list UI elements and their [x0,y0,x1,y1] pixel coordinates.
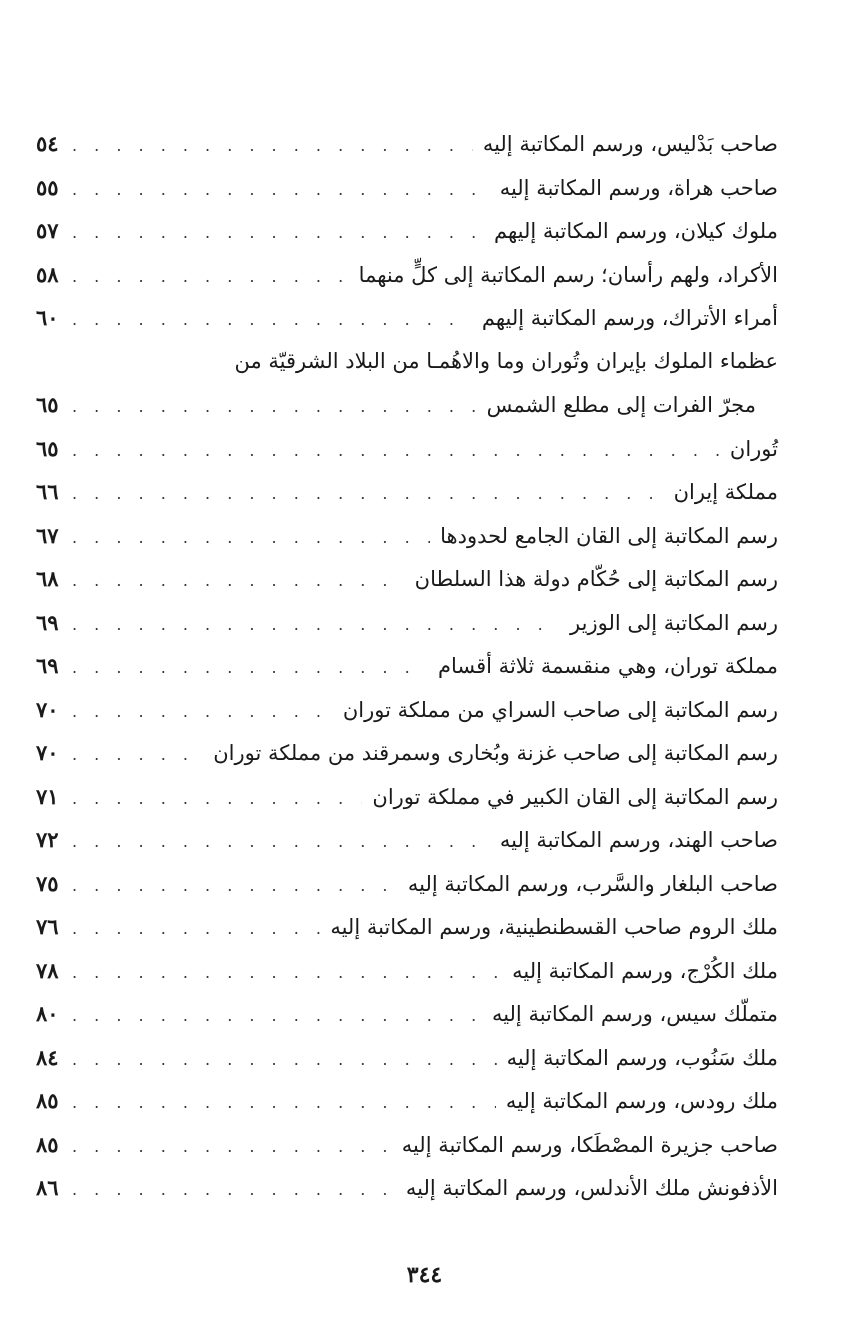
entry-title: رسم المكاتبة إلى الوزير [570,610,778,635]
toc-entry [36,209,778,253]
toc-entry-heading [36,340,778,384]
dot-leader [72,559,405,603]
toc-entry [36,296,778,340]
toc-entry [36,775,778,819]
toc-entry [36,644,778,688]
entry-page-number: ٧٠ [36,696,59,722]
entry-title: رسم المكاتبة إلى حُكّام دولة هذا السلطان [414,567,778,591]
toc-entry [36,514,778,558]
dot-leader [72,951,502,995]
entry-title: ملك سَنُوب، ورسم المكاتبة إليه [506,1045,778,1070]
dot-leader [72,690,333,734]
toc-entry [36,601,778,645]
entry-title: متملّك سيس، ورسم المكاتبة إليه [491,1002,778,1026]
toc-entry [36,905,778,949]
entry-page-number: ٥٥ [36,174,59,200]
entry-page-number: ٦٧ [36,522,59,548]
entry-page-number: ٧٢ [36,827,59,852]
toc-entry [36,818,778,862]
toc-entry [36,383,778,427]
toc-entry [36,731,778,775]
dot-leader [72,1125,392,1169]
entry-page-number: ٨٥ [36,1131,59,1157]
toc-entry [36,253,778,297]
dot-leader [72,907,320,951]
entry-title: صاحب بَدْليس، ورسم المكاتبة إليه [482,132,778,156]
dot-leader [72,211,484,255]
dot-leader [72,864,398,908]
entry-title: عظماء الملوك بإيران وتُوران وما والاهُمـا من البلاد الشرقيّة من [234,348,778,373]
entry-page-number: ٨٥ [36,1088,59,1113]
toc-entry [36,992,778,1036]
entry-page-number: ٨٦ [36,1175,59,1200]
page-number: ٣٤٤ [406,1262,443,1288]
entry-page-number: ٨٠ [36,1001,59,1026]
entry-title: رسم المكاتبة إلى القان الجامع لحدودها [440,523,778,548]
entry-page-number: ٧٨ [36,957,59,983]
entry-title: رسم المكاتبة إلى القان الكبير في مملكة توران [372,784,778,809]
entry-title: صاحب هراة، ورسم المكاتبة إليه [499,175,778,200]
toc-entry [36,949,778,993]
toc-entry [36,688,778,732]
entry-title: رسم المكاتبة إلى صاحب غزنة وبُخارى وسمرقند من مملكة توران [213,741,778,765]
entry-page-number: ٦٨ [36,566,59,591]
dot-leader [72,385,477,429]
dot-leader [72,124,473,168]
entry-title: مملكة إيران [673,480,778,504]
entry-title: مجرّ الفرات إلى مطلع الشمس [486,393,756,417]
toc-entry [36,1079,778,1123]
toc-entry [36,122,778,166]
toc-entry [36,470,778,514]
entry-page-number: ٥٤ [36,131,59,156]
entry-title: ملك الكُرْج، ورسم المكاتبة إليه [512,958,778,983]
entry-page-number: ٦٩ [36,653,59,678]
dot-leader [72,603,560,647]
entry-title: ملك رودس، ورسم المكاتبة إليه [505,1089,778,1113]
dot-leader [72,1168,396,1212]
toc-entry [36,1036,778,1080]
dot-leader [72,733,203,777]
dot-leader [72,1038,497,1082]
entry-title: رسم المكاتبة إلى صاحب السراي من مملكة توران [342,697,778,722]
toc-entry [36,862,778,906]
entry-page-number: ٨٤ [36,1044,59,1070]
entry-title: الأكراد، ولهم رأسان؛ رسم المكاتبة إلى كلٍّ منهما [358,262,778,287]
toc-entry [36,166,778,210]
dot-leader [72,298,472,342]
table-of-contents [36,122,778,1210]
dot-leader [72,516,430,560]
entry-page-number: ٧١ [36,783,59,809]
toc-entry [36,1166,778,1210]
toc-entry [36,1123,778,1167]
dot-leader [72,429,720,473]
entry-page-number: ٧٥ [36,870,59,896]
entry-title: صاحب البلغار والسَّرب، ورسم المكاتبة إليه [407,871,778,896]
toc-entry [36,557,778,601]
entry-page-number: ٧٦ [36,914,59,939]
dot-leader [72,255,349,299]
entry-title: مملكة توران، وهي منقسمة ثلاثة أقسام [438,654,778,678]
toc-entry [36,427,778,471]
dot-leader [72,820,490,864]
entry-title: أمراء الأتراك، ورسم المكاتبة إليهم [481,306,778,330]
entry-title: ملوك كيلان، ورسم المكاتبة إليهم [493,219,778,243]
entry-title: صاحب جزيرة المصْطَكا، ورسم المكاتبة إليه [401,1132,778,1157]
entry-title: تُوران [729,436,778,461]
entry-page-number: ٧٠ [36,740,59,765]
entry-page-number: ٥٧ [36,218,59,243]
dot-leader [72,168,490,212]
entry-page-number: ٥٨ [36,261,59,287]
entry-title: صاحب الهند، ورسم المكاتبة إليه [499,828,778,852]
entry-page-number: ٦٥ [36,435,59,461]
dot-leader [72,994,482,1038]
entry-title: ملك الروم صاحب القسطنطينية، ورسم المكاتبة إليه [330,915,778,939]
entry-page-number: ٦٦ [36,479,59,504]
dot-leader [72,1081,496,1125]
dot-leader [72,777,362,821]
entry-page-number: ٦٠ [36,305,59,330]
entry-page-number: ٦٩ [36,609,59,635]
dot-leader [72,646,428,690]
entry-page-number: ٦٥ [36,392,59,417]
dot-leader [72,472,664,516]
entry-title: الأذفونش ملك الأندلس، ورسم المكاتبة إليه [405,1176,778,1200]
